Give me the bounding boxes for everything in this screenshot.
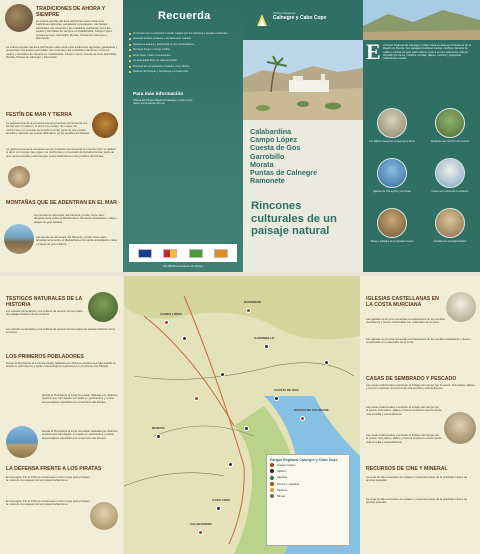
map-label-campo-lopez: CAMPO LÓPEZ [160, 312, 183, 316]
churches-text: Las iglesias de la zona recuerdan la arquitectura de los pueblos castellanos y fueron construidas con materiales de la zona. [366, 317, 445, 325]
intro-panel [363, 0, 480, 272]
mine-photo [377, 208, 407, 238]
legend-row [270, 493, 346, 499]
recuerda-item: Llévese la basura y deposítela en los contenedores. [123, 43, 243, 46]
mountains-text-cont: Las sierras de Almenara, las Moreras y Cabo Cope caen abruptamente sobre el Mediterráneo formando acantilados, calas y playas de gran belleza. [36, 235, 117, 246]
map-label-calabardina: CALABARDINA [190, 522, 213, 526]
circle-caption: Minas y paisajes de un pasado minero [370, 240, 414, 243]
place-name: Morata [250, 159, 274, 169]
map-marker[interactable] [300, 416, 305, 421]
cinema-text: La zona ha sido escenario de rodajes y conserva restos de la actividad minera de épocas pasadas. [366, 475, 468, 483]
food-photo [92, 112, 118, 138]
fish-photo [8, 166, 30, 188]
leader-logo [189, 249, 203, 258]
recuerda-list [123, 32, 243, 74]
gastronomy-text: La gastronomía de la comarca une los productos de la huerta con los del mar: el caldero, el arroz con conejo, las migas, los michirones y el pescado de la bahía forman parte de una cocina sencilla y sabrosa que puede disfrutarse en los pueblos del Parque. [6, 121, 90, 136]
settlers-text: Desde la Prehistoria la zona ha estado habitada por distintos pueblos que han dejado su huella en yacimientos y restos arqueológicos repartidos por el territorio del Parque. [6, 361, 116, 369]
intro-landscape-photo [363, 0, 480, 40]
cover-photo [243, 40, 363, 120]
house-photo [435, 158, 465, 188]
history-text: Los árboles centenarios y los cultivos de secano forman parte del paisaje histórico de la comarca. [6, 309, 83, 317]
churches-title: IGLESIAS CASTELLANAS EN LA COSTA MURCIANA [366, 296, 439, 308]
place-name: Garrobillo [250, 151, 285, 161]
coast-photo [4, 224, 34, 254]
map-marker[interactable] [198, 530, 203, 535]
cover-title-line: Rincones [251, 200, 302, 212]
eu-flag-logo [138, 249, 152, 258]
info-title: Para más información [133, 91, 184, 97]
legend-label: Torres y castillos [277, 481, 300, 486]
castle-photo [435, 208, 465, 238]
mountains-title: MONTAÑAS QUE SE ADENTRAN EN EL MAR [6, 200, 117, 206]
traditions-title: TRADICIONES DE AHORA Y SIEMPRE [36, 6, 106, 18]
church-building-photo [446, 292, 476, 322]
place-name: Puntas de Calnegre [250, 168, 318, 178]
history-title: TESTIGOS NATURALES DE LA HISTORIA [6, 296, 83, 308]
info-link[interactable]: www.murcianatural.carm.es [133, 101, 165, 105]
legend-label: Iglesias [277, 475, 288, 480]
place-name: Campo López [250, 135, 298, 145]
map-label-cuesta-de-gos: CUESTA DE GOS [274, 388, 299, 392]
pirates-title: LA DEFENSA FRENTE A LOS PIRATAS [6, 466, 102, 472]
cover-title-line: paisaje natural [251, 225, 330, 237]
traditions-panel [0, 0, 123, 272]
recuerda-item: Disfrute del Parque y contribuya a conservarlo. [123, 70, 243, 73]
tower-photo [90, 502, 118, 530]
map-marker[interactable] [274, 396, 279, 401]
gastronomy-text-cont: La gastronomía de la comarca une los productos de la huerta con los del mar: el caldero, el arroz con conejo, las migas, los michirones y el pescado de la bahía forman parte de una cocina sencilla y sabrosa que puede disfrutarse en los pueblos del Parque. [6, 147, 117, 158]
cinema-title: RECURSOS DE CINE Y MINERAL [366, 466, 448, 472]
region-logo [163, 249, 177, 258]
circle-caption: Casas que conservan la tradición [431, 190, 469, 193]
recuerda-item: Al circular con su vehículo o andar, hágalo por los caminos y sendas existentes. [123, 32, 243, 35]
legend-marker-icon [270, 488, 274, 492]
houses-title: CASAS DE SEMBRADO Y PESCADO [366, 376, 457, 382]
gastronomy-title: FESTÍN DE MAR Y TIERRA [6, 112, 72, 118]
recuerda-item: Respete las propiedades privadas y los cultivos. [123, 65, 243, 68]
legend-label: Casas rurales [277, 463, 296, 467]
legend-marker-icon [270, 482, 274, 486]
map-marker[interactable] [324, 360, 329, 365]
park-logo-icon [255, 12, 269, 28]
pirates-text: En los siglos XVI al XVIII se construyeron torres vigía para proteger la costa de los ataques de los piratas berberiscos. [6, 475, 90, 483]
traditions-text: La cultura popular del área del Parque está unida a las tradiciones agrícolas, ganaderas y pesqueras. Las fiestas patronales, las romerías y las cuadrillas mantienen vivos los cantos y los bailes de siempre en Calabardina, Campo López, Cuesta de Gos, Garrobillo, Morata, Puntas de Calnegre y Ramonete. [36, 19, 113, 41]
park-name: Calnegre y Cabo Cope [273, 15, 327, 21]
map-marker[interactable] [216, 506, 221, 511]
trail-photo [435, 108, 465, 138]
heritage-panel [360, 276, 480, 554]
calnegra-logo [214, 249, 228, 258]
landscape-illustration [243, 40, 363, 120]
mountains-text: Las sierras de Almenara, las Moreras y Cabo Cope caen abruptamente sobre el Mediterráneo formando acantilados, calas y playas de gran belleza. [34, 213, 118, 224]
logos-caption: CALNEGRA Asociación del Parque [162, 265, 204, 268]
map-label-puntas-calnegre: PUNTAS DE CALNEGRE [294, 408, 329, 412]
legend-marker-icon [270, 469, 274, 473]
legend-label: Minas [277, 494, 286, 499]
recuerda-item: La acampada libre no está permitida. [123, 59, 243, 62]
recuerda-item: No haga fuego ni arroje colillas. [123, 48, 243, 51]
settlers-text-more: Desde la Prehistoria la zona ha estado habitada por distintos pueblos que han dejado su huella en yacimientos y restos arqueológicos repartidos por el territorio del Parque. [42, 429, 118, 440]
map-label-cabo-cope: CABO COPE [212, 498, 231, 502]
drop-cap: E [366, 39, 381, 64]
legend-title: Parque Regional Calnegre y Cabo Cope [270, 458, 338, 462]
settlers-text-cont: Desde la Prehistoria la zona ha estado habitada por distintos pueblos que han dejado su huella en yacimientos y restos arqueológicos repartidos por el territorio del Parque. [42, 393, 118, 404]
info-line: Oficina del Parque Regional Calnegre y Cabo Cope [133, 98, 193, 102]
place-name: Ramonete [250, 176, 285, 186]
houses-text-more: Las casas tradicionales combinan el trabajo del campo con la pesca. Sus patios, aljibes y hornos muestran una forma de vida sencilla y autosuficiente. [366, 433, 442, 444]
circle-caption: Senderos que recorren los montes [430, 140, 470, 143]
map-label-ramonete: RAMONETE [244, 300, 262, 304]
cover-header [243, 0, 363, 40]
park-label: Parque Regional [273, 11, 296, 15]
map-marker[interactable] [220, 372, 225, 377]
recuerda-title: Recuerda [158, 10, 211, 22]
brochure-outer-side [0, 0, 480, 272]
legend-marker-icon [270, 476, 274, 480]
recuerda-panel [123, 0, 243, 272]
map-marker[interactable] [264, 344, 269, 349]
legend-label: Aljibes [277, 469, 286, 474]
map-marker[interactable] [182, 336, 187, 341]
legend-label: Molinos [277, 487, 288, 492]
park-map[interactable] [124, 276, 360, 554]
farmhouse-photo [444, 412, 476, 444]
legend-marker-icon [270, 463, 274, 467]
place-name: Cuesta de Gos [250, 143, 301, 153]
hills-illustration [363, 0, 480, 40]
map-marker[interactable] [244, 426, 249, 431]
map-label-morata: MORATA [152, 426, 165, 430]
cover-title [251, 200, 337, 238]
history-text-cont: Los árboles centenarios y los cultivos de secano forman parte del paisaje histórico de la comarca. [6, 327, 115, 335]
pirates-text-cont: En los siglos XVI al XVIII se construyeron torres vigía para proteger la costa de los ataques de los piratas berberiscos. [6, 499, 90, 507]
cover-title-line: culturales de un [251, 212, 337, 225]
circle-caption: Los aljibes conservan el agua de la lluvia [369, 140, 415, 143]
cover-panel [243, 0, 363, 272]
aljibe-photo [377, 108, 407, 138]
place-name: Calabardina [250, 127, 292, 136]
ruins-photo [6, 426, 38, 458]
map-marker[interactable] [228, 462, 233, 467]
sponsor-logos [129, 244, 237, 268]
circle-caption: Castillos de una larga historia [433, 240, 467, 243]
recuerda-item: Evite hacer ruidos innecesarios. [123, 54, 243, 57]
houses-text: Las casas tradicionales combinan el trabajo del campo con la pesca. Sus patios, aljibes y hornos muestran una forma de vida sencilla y autosuficiente. [366, 383, 475, 391]
circle-caption: Iglesias de otra época y otro lugar [373, 190, 411, 193]
tradition-photo [5, 4, 33, 32]
church-photo [377, 158, 407, 188]
settlers-title: LOS PRIMEROS POBLADORES [6, 354, 84, 360]
map-marker[interactable] [164, 320, 169, 325]
legend-marker-icon [270, 494, 274, 498]
tree-photo [88, 292, 118, 322]
map-label-garrobillo: GARROBILLO [254, 336, 275, 340]
map-marker[interactable] [246, 308, 251, 313]
map-marker[interactable] [156, 434, 161, 439]
cinema-text-cont: La zona ha sido escenario de rodajes y conserva restos de la actividad minera de épocas pasadas. [366, 497, 468, 505]
churches-text-cont: Las iglesias de la zona recuerdan la arquitectura de los pueblos castellanos y fueron construidas con materiales de la zona. [366, 337, 471, 345]
map-marker[interactable] [194, 396, 199, 401]
places-list [250, 128, 317, 185]
map-legend [266, 454, 350, 546]
intro-text: l Parque Regional de Calnegre y Cabo Cope se sitúa en el litoral sur de la Región de Murcia. Sus paisajes combinan sierras, ramblas, llanuras de cultivo y costas de gran valor natural, junto a un rico patrimonio cultural formado por torres, castillos, ermitas, aljibes, molinos y pequeñas poblaciones rurales. [383, 44, 471, 61]
traditions-text-cont: La cultura popular del área del Parque está unida a las tradiciones agrícolas, ganaderas y pesqueras. Las fiestas patronales, las romerías y las cuadrillas mantienen vivos los cantos y los bailes de siempre en Calabardina, Campo López, Cuesta de Gos, Garrobillo, Morata, Puntas de Calnegre y Ramonete. [6, 45, 118, 60]
recuerda-item: Respete la flora, la fauna y el patrimonio cultural. [123, 37, 243, 40]
history-panel [0, 276, 123, 554]
houses-text-cont: Las casas tradicionales combinan el trabajo del campo con la pesca. Sus patios, aljibes y hornos muestran una forma de vida sencilla y autosuficiente. [366, 405, 442, 416]
